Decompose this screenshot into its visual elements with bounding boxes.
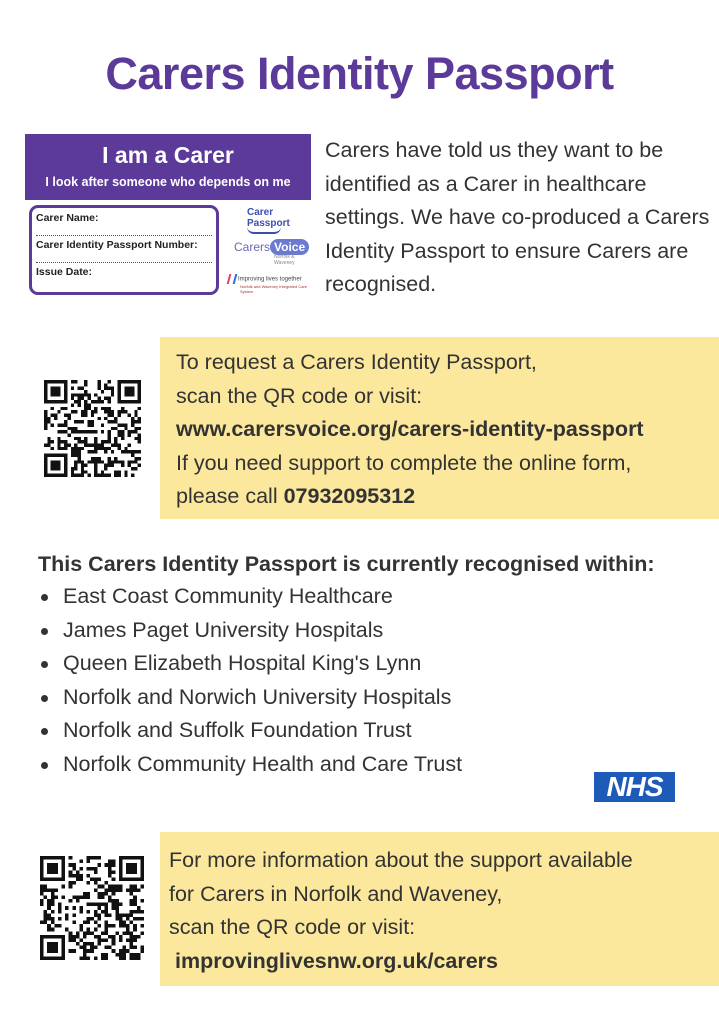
- recognised-list: [38, 580, 708, 781]
- recognised-heading: This Carers Identity Passport is currently recognised within:: [38, 552, 655, 576]
- call-prefix: please call: [176, 484, 284, 508]
- carers-voice-logo: [234, 240, 311, 266]
- carers-voice-logo-sub: Norfolk & Waveney: [274, 254, 295, 266]
- list-item: Norfolk Community Health and Care Trust: [38, 748, 708, 782]
- carer-passport-logo-line1: Carer: [247, 207, 274, 218]
- list-item: Queen Elizabeth Hospital King's Lynn: [38, 647, 708, 681]
- request-panel: [160, 337, 719, 519]
- list-item: James Paget University Hospitals: [38, 614, 708, 648]
- list-item: Norfolk and Suffolk Foundation Trust: [38, 714, 708, 748]
- improving-lives-logo: [228, 274, 314, 294]
- carer-passport-logo: [247, 207, 290, 234]
- intro-text: Carers have told us they want to be identified as a Carer in healthcare settings. We have co-produced a Carers Identity Passport to ensure Carers are recognised.: [325, 138, 710, 296]
- card-form: [29, 205, 219, 295]
- list-item: East Coast Community Healthcare: [38, 580, 708, 614]
- request-line-3: If you need support to complete the online form,: [176, 450, 632, 475]
- more-info-panel: [160, 832, 719, 986]
- qr-code-icon: [44, 380, 141, 477]
- request-url-link[interactable]: www.carersvoice.org/carers-identity-passport: [176, 417, 644, 441]
- more-info-line-2: for Carers in Norfolk and Waveney,: [169, 881, 503, 906]
- carer-passport-logo-line2: Passport: [247, 218, 290, 229]
- page-title: Carers Identity Passport: [105, 48, 614, 99]
- nhs-logo: [594, 772, 675, 802]
- card-subheading: I look after someone who depends on me: [45, 175, 291, 189]
- improving-lives-icon: [227, 274, 238, 284]
- request-line-2: scan the QR code or visit:: [176, 383, 423, 408]
- carers-voice-logo-b: Voice: [270, 239, 309, 255]
- nhs-logo-text: NHS: [606, 771, 663, 802]
- phone-number[interactable]: 07932095312: [283, 484, 416, 508]
- improving-lives-logo-main: Improving lives together: [238, 276, 302, 283]
- recognised-section: [38, 548, 708, 781]
- card-header: [25, 134, 311, 200]
- card-field-name: Carer Name:: [36, 209, 212, 236]
- carer-card-image: [25, 134, 311, 298]
- card-heading: I am a Carer: [102, 142, 234, 168]
- request-line-1: To request a Carers Identity Passport,: [176, 350, 537, 374]
- more-info-line-1: For more information about the support available: [169, 848, 633, 872]
- improving-lives-logo-sub: Norfolk and Waveney Integrated Care System: [240, 284, 307, 294]
- card-field-issue-date: Issue Date:: [36, 266, 93, 278]
- qr-code-icon: [40, 856, 144, 960]
- carers-voice-logo-a: Carers: [234, 240, 271, 254]
- more-info-line-3: scan the QR code or visit:: [169, 915, 416, 939]
- card-field-number: Carer Identity Passport Number:: [36, 236, 212, 263]
- more-info-url-link[interactable]: improvinglivesnw.org.uk/carers: [175, 948, 499, 973]
- list-item: Norfolk and Norwich University Hospitals: [38, 681, 708, 715]
- request-call-line: [176, 480, 719, 514]
